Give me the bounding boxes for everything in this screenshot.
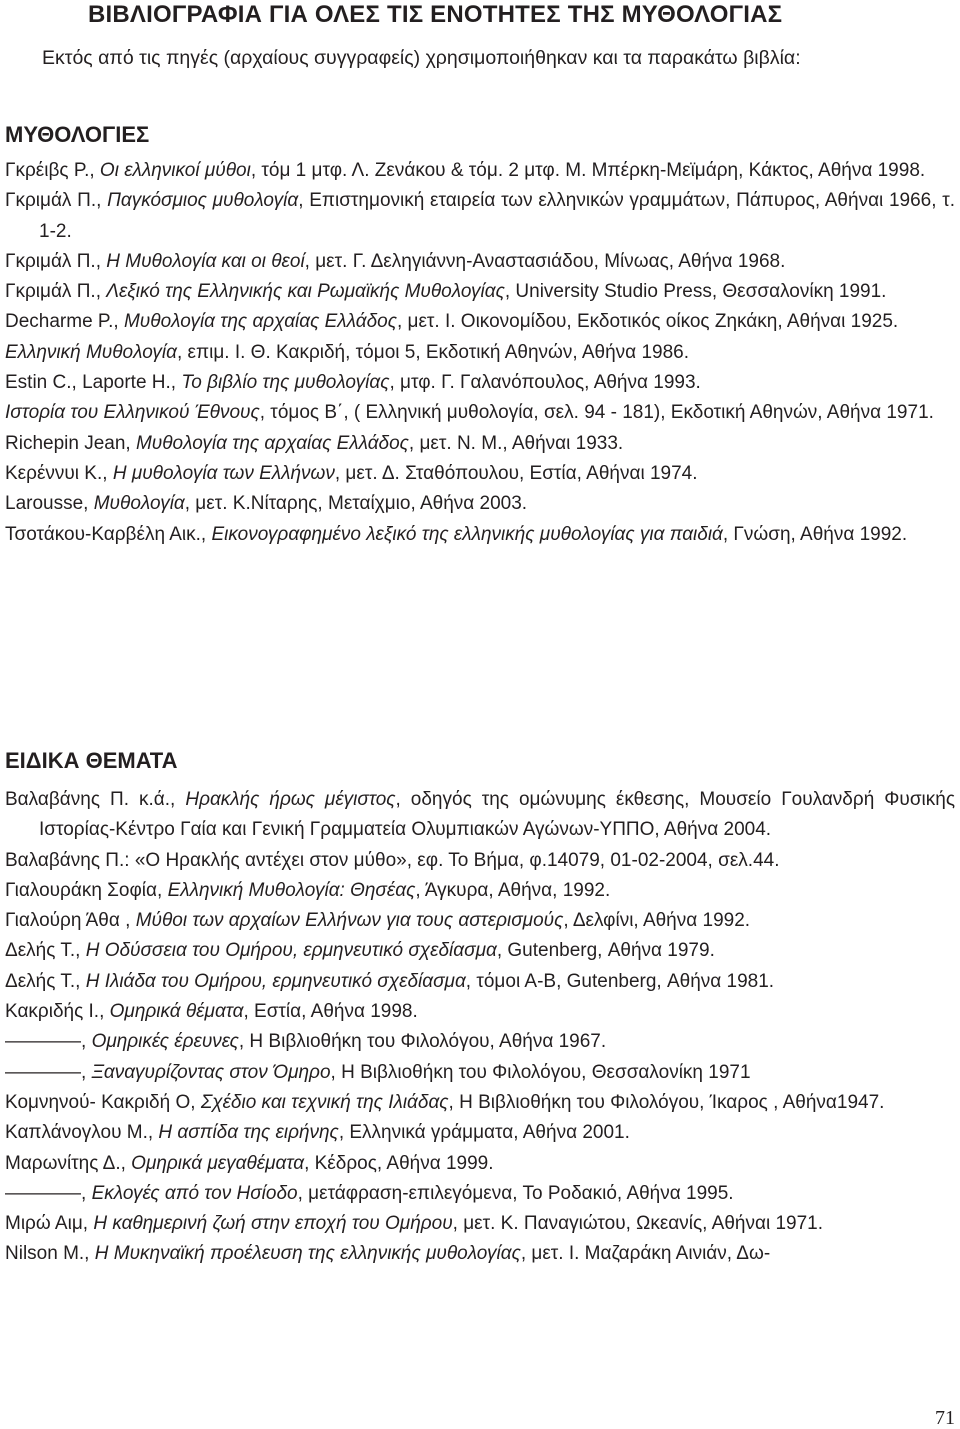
- bibliography-entry: [5, 936, 955, 966]
- entry-text: , μετ. Κ.Νίταρης, Μεταίχμιο, Αθήνα 2003.: [184, 493, 528, 515]
- entry-title: Η ασπίδα της ειρήνης: [158, 1122, 339, 1144]
- entry-title: Ηρακλής ήρως μέγιστος: [185, 789, 396, 810]
- bibliography-entry: [5, 1149, 955, 1179]
- bibliography-entry: [5, 156, 955, 186]
- entry-title: Ιστορία του Ελληνικού Έθνους: [5, 402, 260, 424]
- entry-text: , Ελληνικά γράμματα, Αθήνα 2001.: [338, 1122, 630, 1144]
- bibliography-entry: [5, 846, 955, 876]
- entry-text: , μετ. Δ. Σταθόπουλου, Εστία, Αθήναι 1974.: [334, 462, 698, 484]
- entry-title: Η καθημερινή ζωή στην εποχή του Ομήρου: [93, 1213, 453, 1235]
- entry-title: Οι ελληνικοί μύθοι: [99, 160, 251, 181]
- bibliography-entry: [5, 906, 955, 936]
- bibliography-entry: [5, 520, 955, 550]
- entry-text: Estin C., Laporte H.,: [5, 372, 182, 394]
- bibliography-entry: [5, 997, 955, 1027]
- intro-paragraph: Εκτός από τις πηγές (αρχαίους συγγραφείς) χρησιμοποιήθηκαν και τα παρακάτω βιβλία:: [42, 47, 801, 69]
- entry-text: , Η Βιβλιοθήκη του Φιλολόγου, Θεσσαλονίκη 1971: [330, 1061, 751, 1083]
- entry-text: , τόμοι Α-Β, Gutenberg, Αθήνα 1981.: [465, 970, 775, 992]
- entry-title: Η μυθολογία των Ελλήνων: [112, 462, 335, 484]
- bibliography-entry: [5, 967, 955, 997]
- entry-text: , Άγκυρα, Αθήνα, 1992.: [415, 879, 611, 901]
- entry-text: Decharme P.,: [5, 311, 124, 333]
- bibliography-entry: [5, 459, 955, 489]
- mythologies-entry-list: [5, 156, 955, 550]
- entry-text: , Η Βιβλιοθήκη του Φιλολόγου, Ίκαρος , Αθήνα1947.: [448, 1091, 885, 1113]
- entry-text: , μετ. Γ. Δεληγιάννη-Αναστασιάδου, Μίνωας, Αθήνα 1968.: [304, 250, 786, 272]
- entry-text: Δελής Τ.,: [5, 970, 86, 992]
- entry-text: Μαρωνίτης Δ.,: [5, 1152, 132, 1174]
- entry-text: , τόμ 1 μτφ. Λ. Ζενάκου & τόμ. 2 μτφ. Μ. Μπέρκη-Μεϊμάρη, Κάκτος, Αθήνα 1998.: [250, 160, 926, 181]
- entry-text: Βαλαβάνης Π.: «Ο Ηρακλής αντέχει στον μύθο», εφ. Το Βήμα, φ.14079, 01-02-2004, σελ.44.: [5, 849, 780, 871]
- entry-text: ————,: [5, 1031, 92, 1053]
- bibliography-entry: [5, 489, 955, 519]
- entry-title: Λεξικό της Ελληνικής και Ρωμαϊκής Μυθολογίας: [106, 281, 505, 303]
- entry-title: Ξαναγυρίζοντας στον Όμηρο: [91, 1061, 331, 1083]
- entry-title: Μυθολογία της αρχαίας Ελλάδος: [123, 311, 397, 333]
- bibliography-entry: [5, 368, 955, 398]
- special-topics-entry-list: [5, 785, 955, 1270]
- entry-text: , University Studio Press, Θεσσαλονίκη 1991.: [504, 281, 887, 303]
- bibliography-entry: [5, 398, 955, 428]
- entry-title: Ελληνική Μυθολογία: [5, 341, 177, 363]
- bibliography-entry: [5, 247, 955, 277]
- section-heading-special-topics: ΕΙΔΙΚΑ ΘΕΜΑΤΑ: [5, 748, 178, 773]
- bibliography-entry: [5, 1239, 955, 1269]
- entry-text: , μτφ. Γ. Γαλανόπουλος, Αθήνα 1993.: [389, 372, 701, 394]
- entry-text: Γιαλουράκη Σοφία,: [5, 879, 168, 901]
- entry-text: , Εστία, Αθήνα 1998.: [243, 1001, 418, 1023]
- entry-text: , μετ. Ν. Μ., Αθήναι 1933.: [408, 432, 624, 454]
- entry-text: ————,: [5, 1061, 92, 1083]
- entry-title: Παγκόσμιος μυθολογία: [107, 190, 299, 212]
- bibliography-entry: [5, 785, 955, 846]
- entry-text: Γιαλούρη Άθα ,: [5, 910, 136, 932]
- entry-text: Καπλάνογλου Μ.,: [5, 1122, 159, 1144]
- bibliography-entry: [5, 429, 955, 459]
- entry-text: , επιμ. Ι. Θ. Κακριδή, τόμοι 5, Εκδοτική Αθηνών, Αθήνα 1986.: [176, 341, 689, 363]
- entry-text: , μετ. Ι. Οικονομίδου, Εκδοτικός οίκος Ζηκάκη, Αθήναι 1925.: [396, 311, 899, 333]
- entry-title: Η Μυθολογία και οι θεοί: [106, 250, 305, 272]
- entry-text: Nilson M.,: [5, 1243, 95, 1265]
- entry-text: , μετ. Ι. Μαζαράκη Αινιάν, Δω-: [520, 1243, 771, 1265]
- entry-text: , Κέδρος, Αθήνα 1999.: [304, 1152, 494, 1174]
- entry-title: Η Ιλιάδα του Ομήρου, ερμηνευτικό σχεδίασμα: [85, 970, 466, 992]
- entry-title: Ομηρικά μεγαθέματα: [131, 1152, 305, 1174]
- entry-text: , Γνώση, Αθήνα 1992.: [722, 523, 908, 545]
- entry-title: Ομηρικές έρευνες: [91, 1031, 239, 1053]
- bibliography-entry: [5, 1179, 955, 1209]
- bibliography-entry: [5, 876, 955, 906]
- entry-text: Larousse,: [5, 493, 94, 515]
- bibliography-entry: [5, 1088, 955, 1118]
- entry-text: , Gutenberg, Αθήνα 1979.: [496, 940, 715, 962]
- bibliography-entry: [5, 277, 955, 307]
- entry-text: , οδηγός της ομώνυμης έκθεσης, Μουσείο Γουλανδρή Φυσικής Ιστορίας-Κέντρο Γαία και Γενική Γραμματεία Ολυμπιακών Αγώνων-ΥΠΠΟ, Αθήνα 2004.: [39, 789, 955, 841]
- entry-text: Μιρώ Αιμ,: [5, 1213, 94, 1235]
- entry-title: Εκλογές από τον Ησίοδο: [91, 1182, 298, 1204]
- entry-text: ————,: [5, 1182, 92, 1204]
- entry-text: Γκριμάλ Π.,: [5, 281, 107, 303]
- bibliography-entry: [5, 186, 955, 247]
- entry-text: Κομνηνού- Κακριδή Ο,: [5, 1091, 201, 1113]
- entry-title: Μύθοι των αρχαίων Ελλήνων για τους αστερισμούς: [135, 910, 564, 932]
- entry-title: Ελληνική Μυθολογία: Θησέας: [167, 879, 416, 901]
- entry-text: Δελής Τ.,: [5, 940, 86, 962]
- bibliography-entry: [5, 1027, 955, 1057]
- entry-text: Κακριδής Ι.,: [5, 1001, 110, 1023]
- entry-title: Η Μυκηναϊκή προέλευση της ελληνικής μυθολογίας: [94, 1243, 521, 1265]
- entry-title: Μυθολογία: [93, 493, 185, 515]
- entry-title: Σχέδιο και τεχνική της Ιλιάδας: [200, 1091, 449, 1113]
- entry-text: , Δελφίνι, Αθήνα 1992.: [563, 910, 751, 932]
- entry-text: Τσοτάκου-Καρβέλη Αικ.,: [5, 523, 212, 545]
- entry-text: Γκριμάλ Π.,: [5, 190, 108, 212]
- entry-text: , τόμος Β΄, ( Ελληνική μυθολογία, σελ. 94 - 181), Εκδοτική Αθηνών, Αθήνα 1971.: [259, 402, 934, 424]
- bibliography-entry: [5, 1118, 955, 1148]
- entry-title: Το βιβλίο της μυθολογίας: [181, 372, 390, 394]
- entry-text: Richepin Jean,: [5, 432, 136, 454]
- entry-text: , μετ. Κ. Παναγιώτου, Ωκεανίς, Αθήναι 1971.: [452, 1213, 824, 1235]
- page-number: 71: [935, 1407, 955, 1429]
- entry-text: Βαλαβάνης Π. κ.ά.,: [5, 789, 186, 810]
- bibliography-entry: [5, 338, 955, 368]
- entry-text: , Η Βιβλιοθήκη του Φιλολόγου, Αθήνα 1967.: [238, 1031, 607, 1053]
- bibliography-entry: [5, 1058, 955, 1088]
- section-heading-mythologies: ΜΥΘΟΛΟΓΙΕΣ: [5, 122, 150, 147]
- page-title: ΒΙΒΛΙΟΓΡΑΦΙΑ ΓΙΑ ΟΛΕΣ ΤΙΣ ΕΝΟΤΗΤΕΣ ΤΗΣ ΜΥΘΟΛΟΓΙΑΣ: [88, 1, 783, 28]
- entry-title: Ομηρικά θέματα: [109, 1001, 244, 1023]
- entry-title: Εικονογραφημένο λεξικό της ελληνικής μυθολογίας για παιδιά: [211, 523, 723, 545]
- bibliography-entry: [5, 307, 955, 337]
- entry-text: Γκριμάλ Π.,: [5, 250, 107, 272]
- entry-title: Μυθολογία της αρχαίας Ελλάδος: [135, 432, 409, 454]
- bibliography-entry: [5, 1209, 955, 1239]
- entry-text: , μετάφραση-επιλεγόμενα, Το Ροδακιό, Αθήνα 1995.: [297, 1182, 734, 1204]
- entry-text: , Επιστημονική εταιρεία των ελληνικών γραμμάτων, Πάπυρος, Αθήναι 1966, τ. 1-2.: [39, 190, 955, 242]
- entry-text: Κερέννυι Κ.,: [5, 462, 113, 484]
- entry-title: Η Οδύσσεια του Ομήρου, ερμηνευτικό σχεδίασμα: [85, 940, 497, 962]
- entry-text: Γκρέιβς Ρ.,: [5, 160, 100, 181]
